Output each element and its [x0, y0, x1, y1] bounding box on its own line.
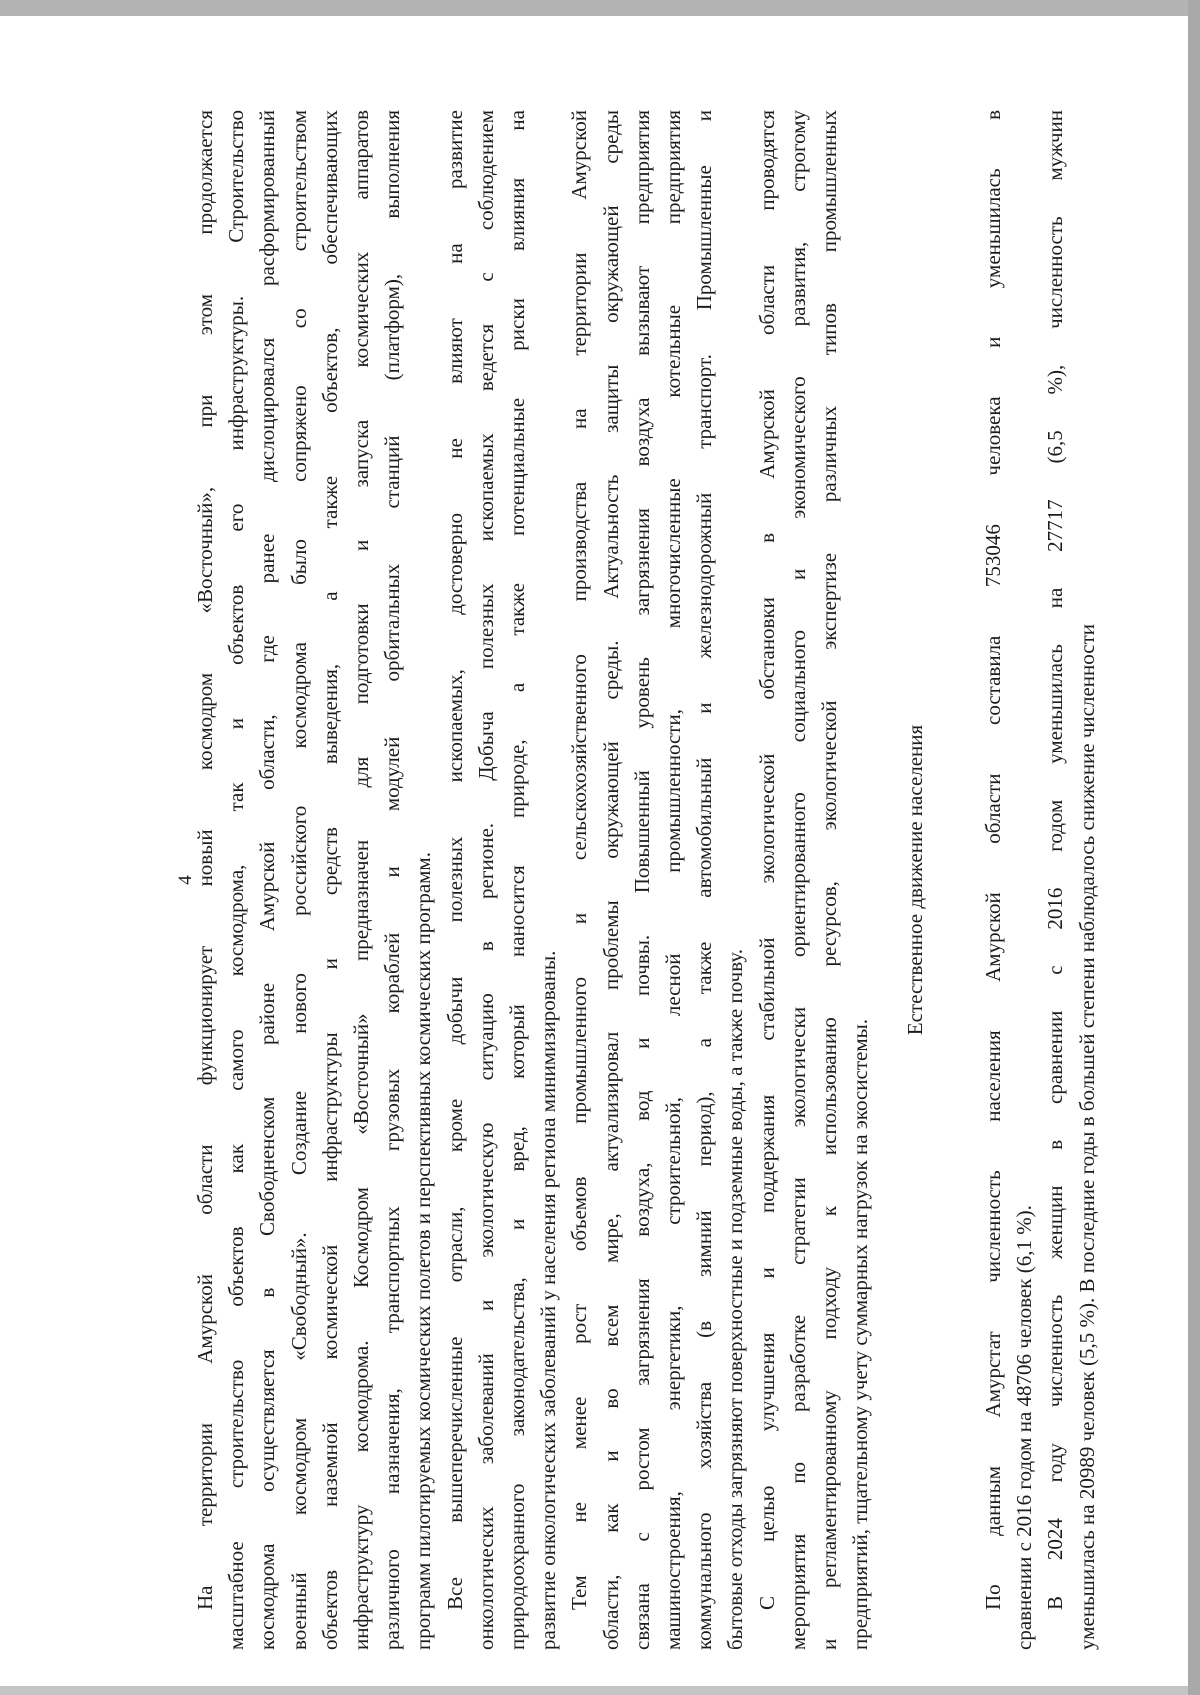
- text-line: сравнении с 2016 годом на 48706 человек (6,1 %).: [1012, 1205, 1037, 1650]
- text-line: связана с ростом загрязнения воздуха, вод и почвы. Повышенный уровень загрязнения воздуха вызывают предприятия: [629, 110, 654, 1650]
- text-line: космодрома осуществляется в Свободненском районе Амурской области, где ранее дислоцировался расформированный: [255, 110, 280, 1650]
- text-line: различного назначения, транспортных грузовых кораблей и модулей орбитальных станций (платформ), выполнения: [380, 110, 405, 1650]
- text-line: машиностроения, энергетики, строительной, лесной промышленности, многочисленные котельные предприятия: [661, 110, 685, 1650]
- text-line: объектов наземной космической инфраструктуры и средств выведения, а также объектов, обеспечивающих: [317, 110, 342, 1650]
- text-line: военный космодром «Свободный». Создание нового российского космодрома было сопряжено со строительством: [286, 110, 311, 1650]
- text-line: В 2024 году численность женщин в сравнении с 2016 годом уменьшилась на 27717 (6,5 %), численность мужчин: [1043, 110, 1068, 1610]
- text-line: инфраструктуру космодрома. Космодром «Восточный» предназначен для подготовки и запуска космических аппаратов: [349, 110, 373, 1650]
- text-line: Тем не менее рост объемов промышленного и сельскохозяйственного производства на территории Амурской: [567, 110, 592, 1610]
- text-line: развитие онкологических заболеваний у населения региона минимизированы.: [536, 950, 561, 1650]
- text-line: предприятий, тщательному учету суммарных нагрузок на экосистемы.: [848, 1019, 873, 1650]
- text-line: уменьшилась на 20989 человек (5,5 %). В последние годы в большей степени наблюдалось снижение численности: [1074, 623, 1099, 1650]
- text-line: По данным Амурстат численность населения Амурской области составила 753046 человека и уменьшилась в: [981, 110, 1005, 1610]
- text-line: коммунального хозяйства (в зимний период), а также автомобильный и железнодорожный транспорт. Промышленные и: [692, 110, 717, 1650]
- text-line: программ пилотируемых космических полетов и перспективных космических программ.: [411, 852, 436, 1650]
- scan-right-edge: [1188, 0, 1200, 1695]
- scan-top-edge: [0, 0, 1200, 16]
- text-line: мероприятия по разработке стратегии экологически ориентированного социального и экономического развития, строгому: [785, 110, 810, 1650]
- text-line: области, как и во всем мире, актуализировал проблемы окружающей среды. Актуальность защиты окружающей среды: [598, 110, 623, 1650]
- page-number: 4: [175, 875, 196, 885]
- text-line: масштабное строительство объектов как самого космодрома, так и объектов его инфраструктуры. Строительство: [224, 110, 249, 1650]
- text-line: На территории Амурской области функционирует новый космодром «Восточный», при этом продолжается: [193, 110, 217, 1610]
- text-line: Все вышеперечисленные отрасли, кроме добычи полезных ископаемых, достоверно не влияют на развитие: [442, 110, 467, 1610]
- text-line: и регламентированному подходу к использованию ресурсов, экологической экспертизе различных типов промышленных: [817, 110, 841, 1650]
- text-line: природоохранного законодательства, и вред, который наносится природе, а также потенциальные риски влияния на: [505, 110, 529, 1650]
- section-heading: Естественное движение населения: [903, 724, 927, 1036]
- text-line: С целью улучшения и поддержания стабильной экологической обстановки в Амурской области проводятся: [754, 110, 779, 1610]
- rotated-page-content: [170, 110, 1099, 1650]
- text-line: онкологических заболеваний и экологическую ситуацию в регионе. Добыча полезных ископаемых ведется с соблюдением: [473, 110, 498, 1650]
- text-line: бытовые отходы загрязняют поверхностные и подземные воды, а также почву.: [723, 948, 748, 1650]
